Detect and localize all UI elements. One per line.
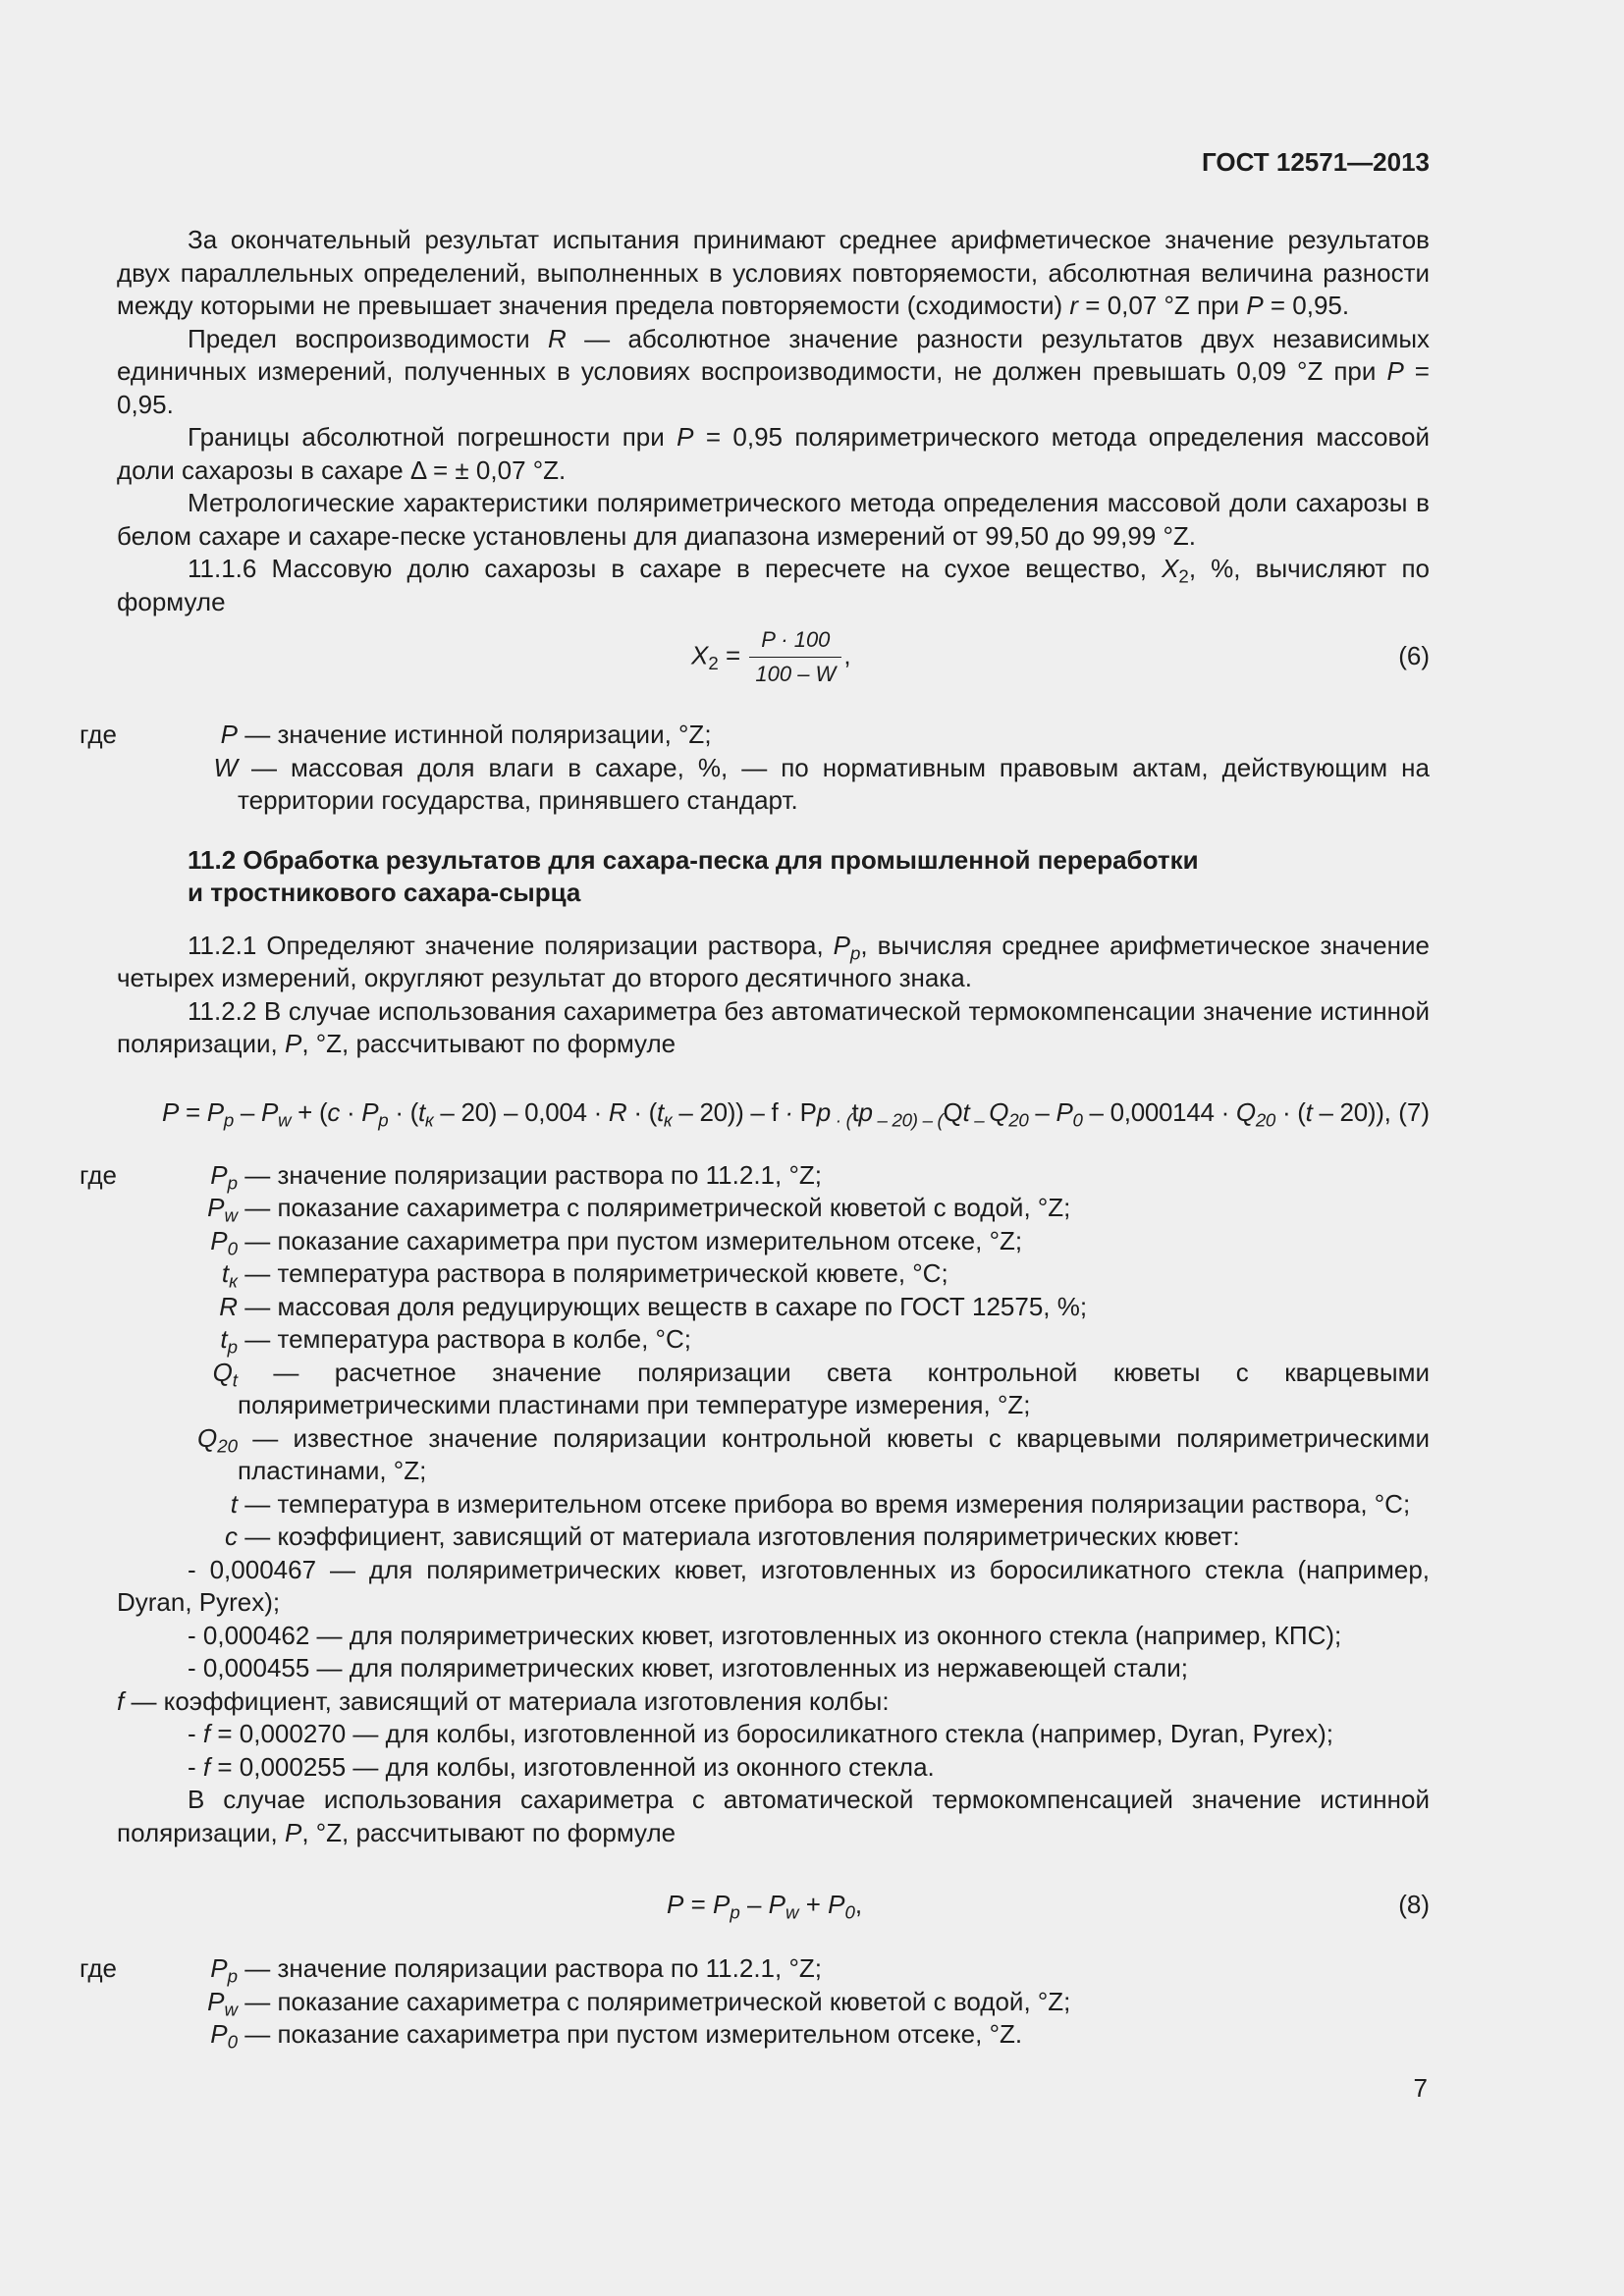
paragraph-final-result: За окончательный результат испытания принимают среднее арифметическое значение результатов двух параллельных определений, выполненных в условиях повторяемости, абсолютная величина разности между которыми не превышает значения предела повторяемости (сходимости) r = 0,07 °Z при P = 0,95. [117,225,1430,320]
formula-token: · ( [388,1096,418,1127]
formula-token: w [785,1901,799,1923]
symbol: Q [212,1357,233,1387]
formula-token: P [667,1890,684,1919]
formula-token: + [798,1890,829,1919]
where-list-6 [80,719,1430,818]
formula-token: c [327,1096,341,1127]
symbol: t [220,1324,228,1354]
symbol-description: — расчетное значение поляризации света контрольной кюветы с кварцевыми поляриметрическими пластинами при температуре измерения, °Z; [238,1357,1430,1419]
list-item: - 0,000467 — для поляриметрических кювет, изготовленных из боросиликатного стекла (например, Dyran, Pyrex); [117,1554,1430,1617]
symbol: P [210,1953,228,1983]
symbol-subscript: w [224,1204,238,1226]
symbol-subscript: t [232,1369,238,1391]
formula-token: P [1056,1096,1073,1127]
where-item [117,1291,1430,1324]
where-item: f — коэффициент, зависящий от материала изготовления колбы: [117,1685,890,1716]
formula-token: t [417,1096,425,1127]
formula-token: P [162,1096,180,1127]
formula-token: f [771,1096,779,1127]
paragraph-auto-compensation: В случае использования сахариметра с автоматической термокомпенсацией значение истинной поляризации, P, °Z, рассчитывают по формуле [117,1785,1430,1847]
symbol-subscript: p [227,1336,238,1358]
symbol: t [230,1488,238,1519]
formula-token: R [608,1096,627,1127]
where-item [117,1192,1430,1225]
paragraph-11-2-2: 11.2.2 В случае использования сахариметра без автоматической термокомпенсации значение истинной поляризации, P, °Z, рассчитывают по формуле [117,995,1430,1058]
page-number: 7 [1413,2073,1428,2103]
paragraph-11-1-6: 11.1.6 Массовую долю сахарозы в сахаре в пересчете на сухое вещество, $X_2$, %, вычисляют по формуле [117,554,1430,616]
formula-token: 0 [1072,1109,1083,1131]
formula-token: к [663,1109,673,1131]
formula-token: p [858,1096,873,1127]
symbol: P [210,1159,228,1190]
list-item: - 0,000455 — для поляриметрических кювет, изготовленных из нержавеющей стали; [188,1653,1188,1682]
formula-token: Q [989,1096,1009,1127]
formula-token: = [683,1890,713,1919]
formula-token: t [851,1096,859,1127]
symbol-subscript: 20 [217,1435,238,1457]
symbol-subscript: p [227,1172,238,1194]
formula-token: + ( [291,1096,328,1127]
formula-number: (8) [1398,1890,1430,1919]
symbol-description: — показание сахариметра при пустом измерительном отсеке, °Z; [238,1225,1023,1255]
formula-token: – [1028,1096,1056,1127]
where-list-7 [80,1159,1430,1554]
formula-token: t [656,1096,664,1127]
symbol-description: — массовая доля редуцирующих веществ в сахаре по ГОСТ 12575, %; [238,1291,1088,1321]
where-list-8 [80,1952,1430,2053]
where-item [117,1225,1430,1258]
formula-token: P [799,1096,817,1127]
where-item: где $P_p$ — значение поляризации раствора по 11.2.1, °Z; [80,1953,822,1987]
formula-7 [117,1061,1430,1159]
formula-token: · ( [1275,1096,1306,1127]
formula-token: · [340,1096,362,1127]
formula-token: 20 [1008,1109,1029,1131]
where-item: W — массовая доля влаги в сахаре, %, — по нормативным правовым актам, действующим на территории государства, принявшего стандарт. [213,752,1430,815]
formula-token: – 20) – ( [872,1109,944,1131]
paragraph-reproducibility: Предел воспроизводимости R — абсолютное значение разности результатов двух независимых единичных измерений, полученных в условиях воспроизводимости, не должен превышать 0,09 °Z при P = 0,95. [117,323,1431,419]
where-item: где P — значение истинной поляризации, °Z; [80,720,712,749]
formula-token: P [828,1890,845,1919]
symbol: P [207,1193,225,1222]
formula-token: P [206,1096,224,1127]
symbol: t [221,1258,230,1288]
formula-token: – [233,1096,261,1127]
list-item: - 0,000462 — для поляриметрических кювет, изготовленных из оконного стекла (например, КПС); [188,1620,1342,1650]
formula-token: – 0,000144 · [1082,1096,1236,1127]
document-header: ГОСТ 12571—2013 [1202,147,1430,177]
symbol-subscript: к [229,1270,238,1292]
formula-token: · ( [830,1109,852,1131]
where-item [117,1488,1430,1522]
list-item: - f = 0,000255 — для колбы, изготовленной из оконного стекла. [188,1751,935,1782]
symbol: c [225,1522,238,1551]
where-item [117,2018,1430,2052]
where-item [117,1521,1430,1554]
where-item [117,1257,1430,1291]
formula-token: 0 [844,1901,855,1923]
formula-8 [117,1849,1430,1952]
formula-token: – [739,1890,769,1919]
formula-token: Q [943,1096,963,1127]
symbol-description: — известное значение поляризации контрольной кюветы с кварцевыми поляриметрическими пластинами, °Z; [238,1422,1430,1485]
formula-token: к [424,1109,434,1131]
symbol-description: — показание сахариметра при пустом измерительном отсеке, °Z. [238,2019,1023,2049]
formula-token: 20 [1255,1109,1276,1131]
where-item [117,1357,1430,1422]
symbol: R [219,1291,238,1321]
symbol-subscript: 0 [227,1238,238,1259]
formula-token: – 20) – 0,004 · [433,1096,609,1127]
formula-token: P [260,1096,278,1127]
formula-token: , [854,1890,863,1919]
formula-token: – [969,1109,990,1131]
formula-token: p [378,1109,389,1131]
where-item [117,1323,1430,1357]
document-body [80,224,1431,2053]
formula-token: · ( [626,1096,657,1127]
formula-token: t [962,1096,970,1127]
formula-token: P [361,1096,379,1127]
symbol-description: — показание сахариметра с поляриметрической кюветой с водой, °Z; [238,1986,1071,2016]
formula-token: p [730,1901,740,1923]
symbol-description: — температура раствора в поляриметрической кювете, °C; [238,1258,948,1288]
formula-token: t [1305,1096,1313,1127]
formula-token: · [778,1096,800,1127]
coefficient-c-list [117,1554,1430,1685]
paragraph-error-bounds: Границы абсолютной погрешности при P = 0,95 поляриметрического метода определения массовой доли сахарозы в сахаре Δ = ± 0,07 °Z. [117,422,1430,485]
symbol-description: — значение поляризации раствора по 11.2.1, °Z; [238,1953,822,1983]
formula-token: – 20)) – [672,1096,772,1127]
symbol-description: — показание сахариметра с поляриметрической кюветой с водой, °Z; [238,1193,1071,1222]
symbol: P [210,1225,228,1255]
formula-token: w [278,1109,292,1131]
section-heading-11-2: 11.2 Обработка результатов для сахара-песка для промышленной переработки и тростникового сахара-сырца [188,844,1199,907]
symbol-description: — значение поляризации раствора по 11.2.1, °Z; [238,1159,822,1190]
paragraph-11-2-1: 11.2.1 Определяют значение поляризации раствора, $P_p$, вычисляя среднее арифметическое значение четырех измерений, округляют результат до второго десятичного знака. [117,930,1430,992]
coefficient-f-list [117,1718,1430,1784]
symbol-subscript: p [227,1965,238,1987]
symbol-subscript: w [224,1999,238,2020]
formula-token: P [768,1890,785,1919]
formula-token: = [179,1096,207,1127]
where-item [117,1422,1430,1488]
symbol-description: — температура в измерительном отсеке прибора во время измерения поляризации раствора, °C; [238,1488,1411,1519]
formula-token: p [223,1109,234,1131]
list-item: - f = 0,000270 — для колбы, изготовленной из боросиликатного стекла (например, Dyran, Pyrex); [188,1719,1333,1748]
fraction: $\frac{P \cdot 100}{100 - W}$ [749,626,841,688]
symbol: P [210,2019,228,2049]
formula-token: p [816,1096,831,1127]
symbol-description: — температура раствора в колбе, °C; [238,1324,691,1354]
formula-number: (6) [1398,641,1430,670]
where-item [117,1986,1430,2019]
formula-token: P [712,1890,731,1919]
symbol: Q [196,1422,218,1453]
where-item: где $P_p$ — значение поляризации раствора по 11.2.1, °Z; [80,1159,822,1194]
symbol-description: — коэффициент, зависящий от материала изготовления поляриметрических кювет: [238,1522,1240,1551]
formula-token: – 20)), [1312,1096,1391,1127]
formula-6: $X_2$ = $\frac{P \cdot 100}{100 - W}$ , (6) [691,627,1430,686]
formula-token: Q [1235,1096,1256,1127]
formula-number: (7) [1398,1096,1430,1127]
symbol-subscript: 0 [227,2031,238,2053]
paragraph-metrology: Метрологические характеристики поляриметрического метода определения массовой доли сахарозы в белом сахаре и сахаре-песке установлены для диапазона измерений от 99,50 до 99,99 °Z. [117,488,1430,551]
symbol: P [207,1986,225,2016]
